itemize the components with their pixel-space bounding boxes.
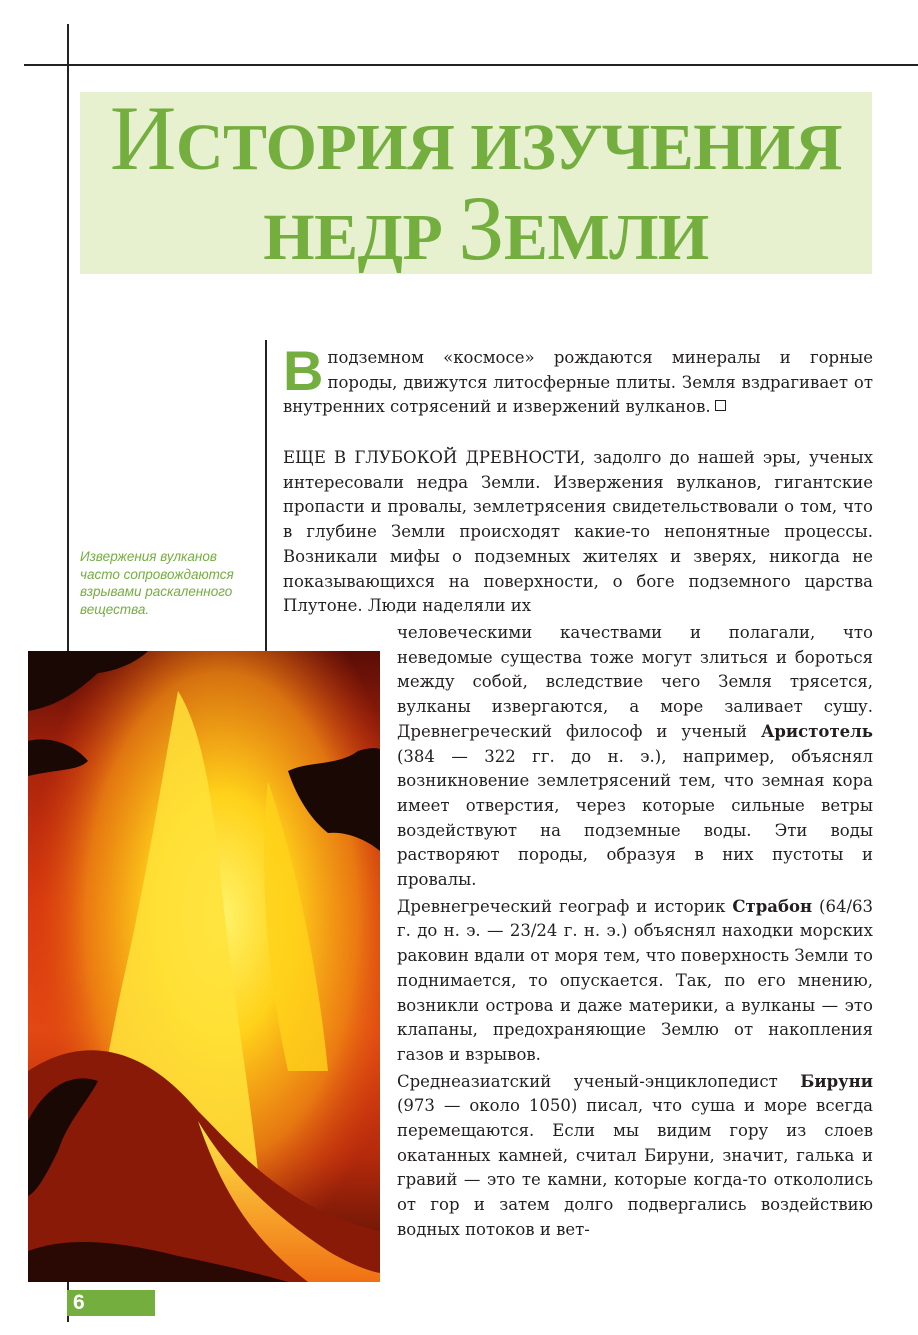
horizontal-rule [24, 64, 918, 66]
body-paragraph-1: ЕЩЕ В ГЛУБОКОЙ ДРЕВНОСТИ, задолго до нашей эры, ученых интересовали недра Земли. Извержения вулканов, гигантские пропасти и провалы, землетрясения свидетельствовали о том, что в глубине Земли происходят какие-то непонятные процессы. Возникали мифы о подземных жителях и зверях, никогда не показывающихся на поверхности, о боге подземного царства Плутоне. Люди наделяли их [283, 448, 873, 616]
volcano-illustration [28, 651, 380, 1282]
column-rule [265, 340, 267, 652]
page-title [80, 86, 872, 279]
body-text-column [397, 621, 873, 1243]
drop-cap: В [283, 339, 324, 402]
photo-caption: Извержения вулканов часто сопровождаются взрывами раскаленного вещества. [80, 549, 234, 617]
paragraph-aristotle: человеческими качествами и полагали, что неведомые существа тоже могут злиться и бороться между собой, вследствие чего Земля трясется, вулканы извергаются, а море заливает сушу. Древнегреческий философ и ученый Аристотель (384 — 322 гг. до н. э.), например, объяснял возникновение землетрясений тем, что земная кора имеет отверстия, через которые сильные ветры воздействуют на подземные воды. Эти воды растворяют породы, образуя в них пустоты и провалы. [397, 623, 873, 890]
page-number: 6 [73, 1291, 85, 1314]
paragraph-biruni: Среднеазиатский ученый-энциклопедист Бируни (973 — около 1050) писал, что суша и море всегда перемещаются. Если мы видим гору из слоев окатанных камней, считал Бируни, значит, галька и гравий — это те камни, которые когда-то откололись от гор и затем долго подвергались воздействию водных потоков и вет- [397, 1071, 873, 1239]
paragraph-strabo: Древнегреческий географ и историк Страбон (64/63 г. до н. э. — 23/24 г. н. э.) объяснял находки морских раковин вдали от моря тем, что поверхность Земли то поднимается, то опускается. Так, по его мнению, возникли острова и даже материки, а вулканы — это клапаны, предохраняющие Землю от накопления газов и взрывов. [397, 896, 874, 1064]
lead-paragraph [283, 339, 873, 420]
lead-text: подземном «космосе» рождаются минералы и горные породы, движутся литосферные плиты. Земля вздрагивает от внутренних сотрясений и извержений вулканов. [283, 348, 873, 417]
square-outline-icon [715, 400, 726, 411]
volcano-photo [28, 651, 380, 1282]
title-line-2: НЕДР ЗЕМЛИ [263, 177, 709, 279]
title-line-1: ИСТОРИЯ ИЗУЧЕНИЯ [109, 86, 843, 189]
page-number-tab [67, 1290, 155, 1316]
lead-caps: ЕЩЕ В ГЛУБОКОЙ ДРЕВНОСТИ [283, 448, 581, 467]
